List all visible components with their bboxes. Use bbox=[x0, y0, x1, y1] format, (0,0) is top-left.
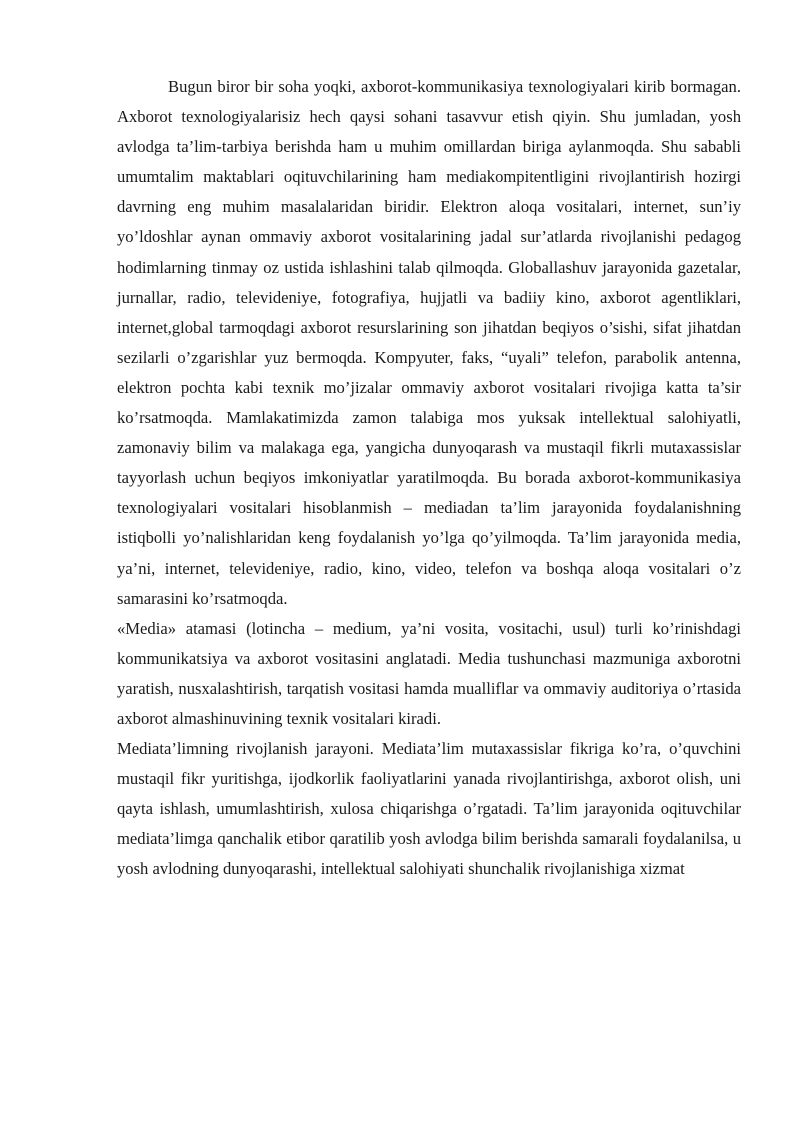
paragraph-media-definition: «Media» atamasi (lotincha – medium, ya’ni vosita, vositachi, usul) turli ko’rinishdagi kommunikatsiya va axborot vositasini anglatadi. Media tushunchasi mazmuniga axborotni yaratish, nusxalashtirish, tarqatish vositasi hamda mualliflar va ommaviy auditoriya o’rtasida axborot almashinuvining texnik vositalari kiradi. bbox=[117, 618, 741, 728]
document-page bbox=[117, 72, 741, 885]
paragraph-mediatalim-development: Mediata’limning rivojlanish jarayoni. Mediata’lim mutaxassislar fikriga ko’ra, o’quvchini mustaqil fikr yuritishga, ijodkorlik faoliyatlarini yanada rivojlantirishga, axborot olish, uni qayta ishlash, umumlashtirish, xulosa chiqarishga o’rgatadi. Ta’lim jarayonida oqituvchilar mediata’limga qanchalik etibor qaratilib yosh avlodga bilim berishda samarali foydalanilsa, u yosh avlodning dunyoqarashi, intellektual salohiyati shunchalik rivojlanishiga xizmat bbox=[117, 739, 741, 879]
paragraph-intro: Bugun biror bir soha yoqki, axborot-kommunikasiya texnologiyalari kirib bormagan. Axborot texnologiyalarisiz hech qaysi sohani tasavvur etish qiyin. Shu jumladan, yosh avlodga ta’lim-tarbiya berishda ham u muhim omillardan biriga aylanmoqda. Shu sababli umumtalim maktablari oqituvchilarining ham mediakompitentligini rivojlantirish hozirgi davrning eng muhim masalalaridan biridir. Elektron aloqa vositalari, internet, sun’iy yo’ldoshlar aynan ommaviy axborot vositalarining jadal sur’atlarda rivojlanishi pedagog hodimlarning tinmay oz ustida ishlashini talab qilmoqda. Globallashuv jarayonida gazetalar, jurnallar, radio, televideniye, fotografiya, hujjatli va badiiy kino, axborot agentliklari, internet,global tarmoqdagi axborot resurslarining son jihatdan beqiyos o’sishi, sifat jihatdan sezilarli o’zgarishlar yuz bermoqda. Kompyuter, faks, “uyali” telefon, parabolik antenna, elektron pochta kabi texnik mo’jizalar ommaviy axborot vositalari rivojiga katta ta’sir ko’rsatmoqda. Mamlakatimizda zamon talabiga mos yuksak intellektual salohiyatli, zamonaviy bilim va malakaga ega, yangicha dunyoqarash va mustaqil fikrli mutaxassislar tayyorlash uchun beqiyos imkoniyatlar yaratilmoqda. Bu borada axborot-kommunikasiya texnologiyalari vositalari hisoblanmish – mediadan ta’lim jarayonida foydalanishning istiqbolli yo’nalishlaridan keng foydalanish yo’lga qo’yilmoqda. Ta’lim jarayonida media, ya’ni, internet, televideniye, radio, kino, video, telefon va boshqa aloqa vositalari o’z samarasini ko’rsatmoqda. bbox=[117, 77, 741, 608]
